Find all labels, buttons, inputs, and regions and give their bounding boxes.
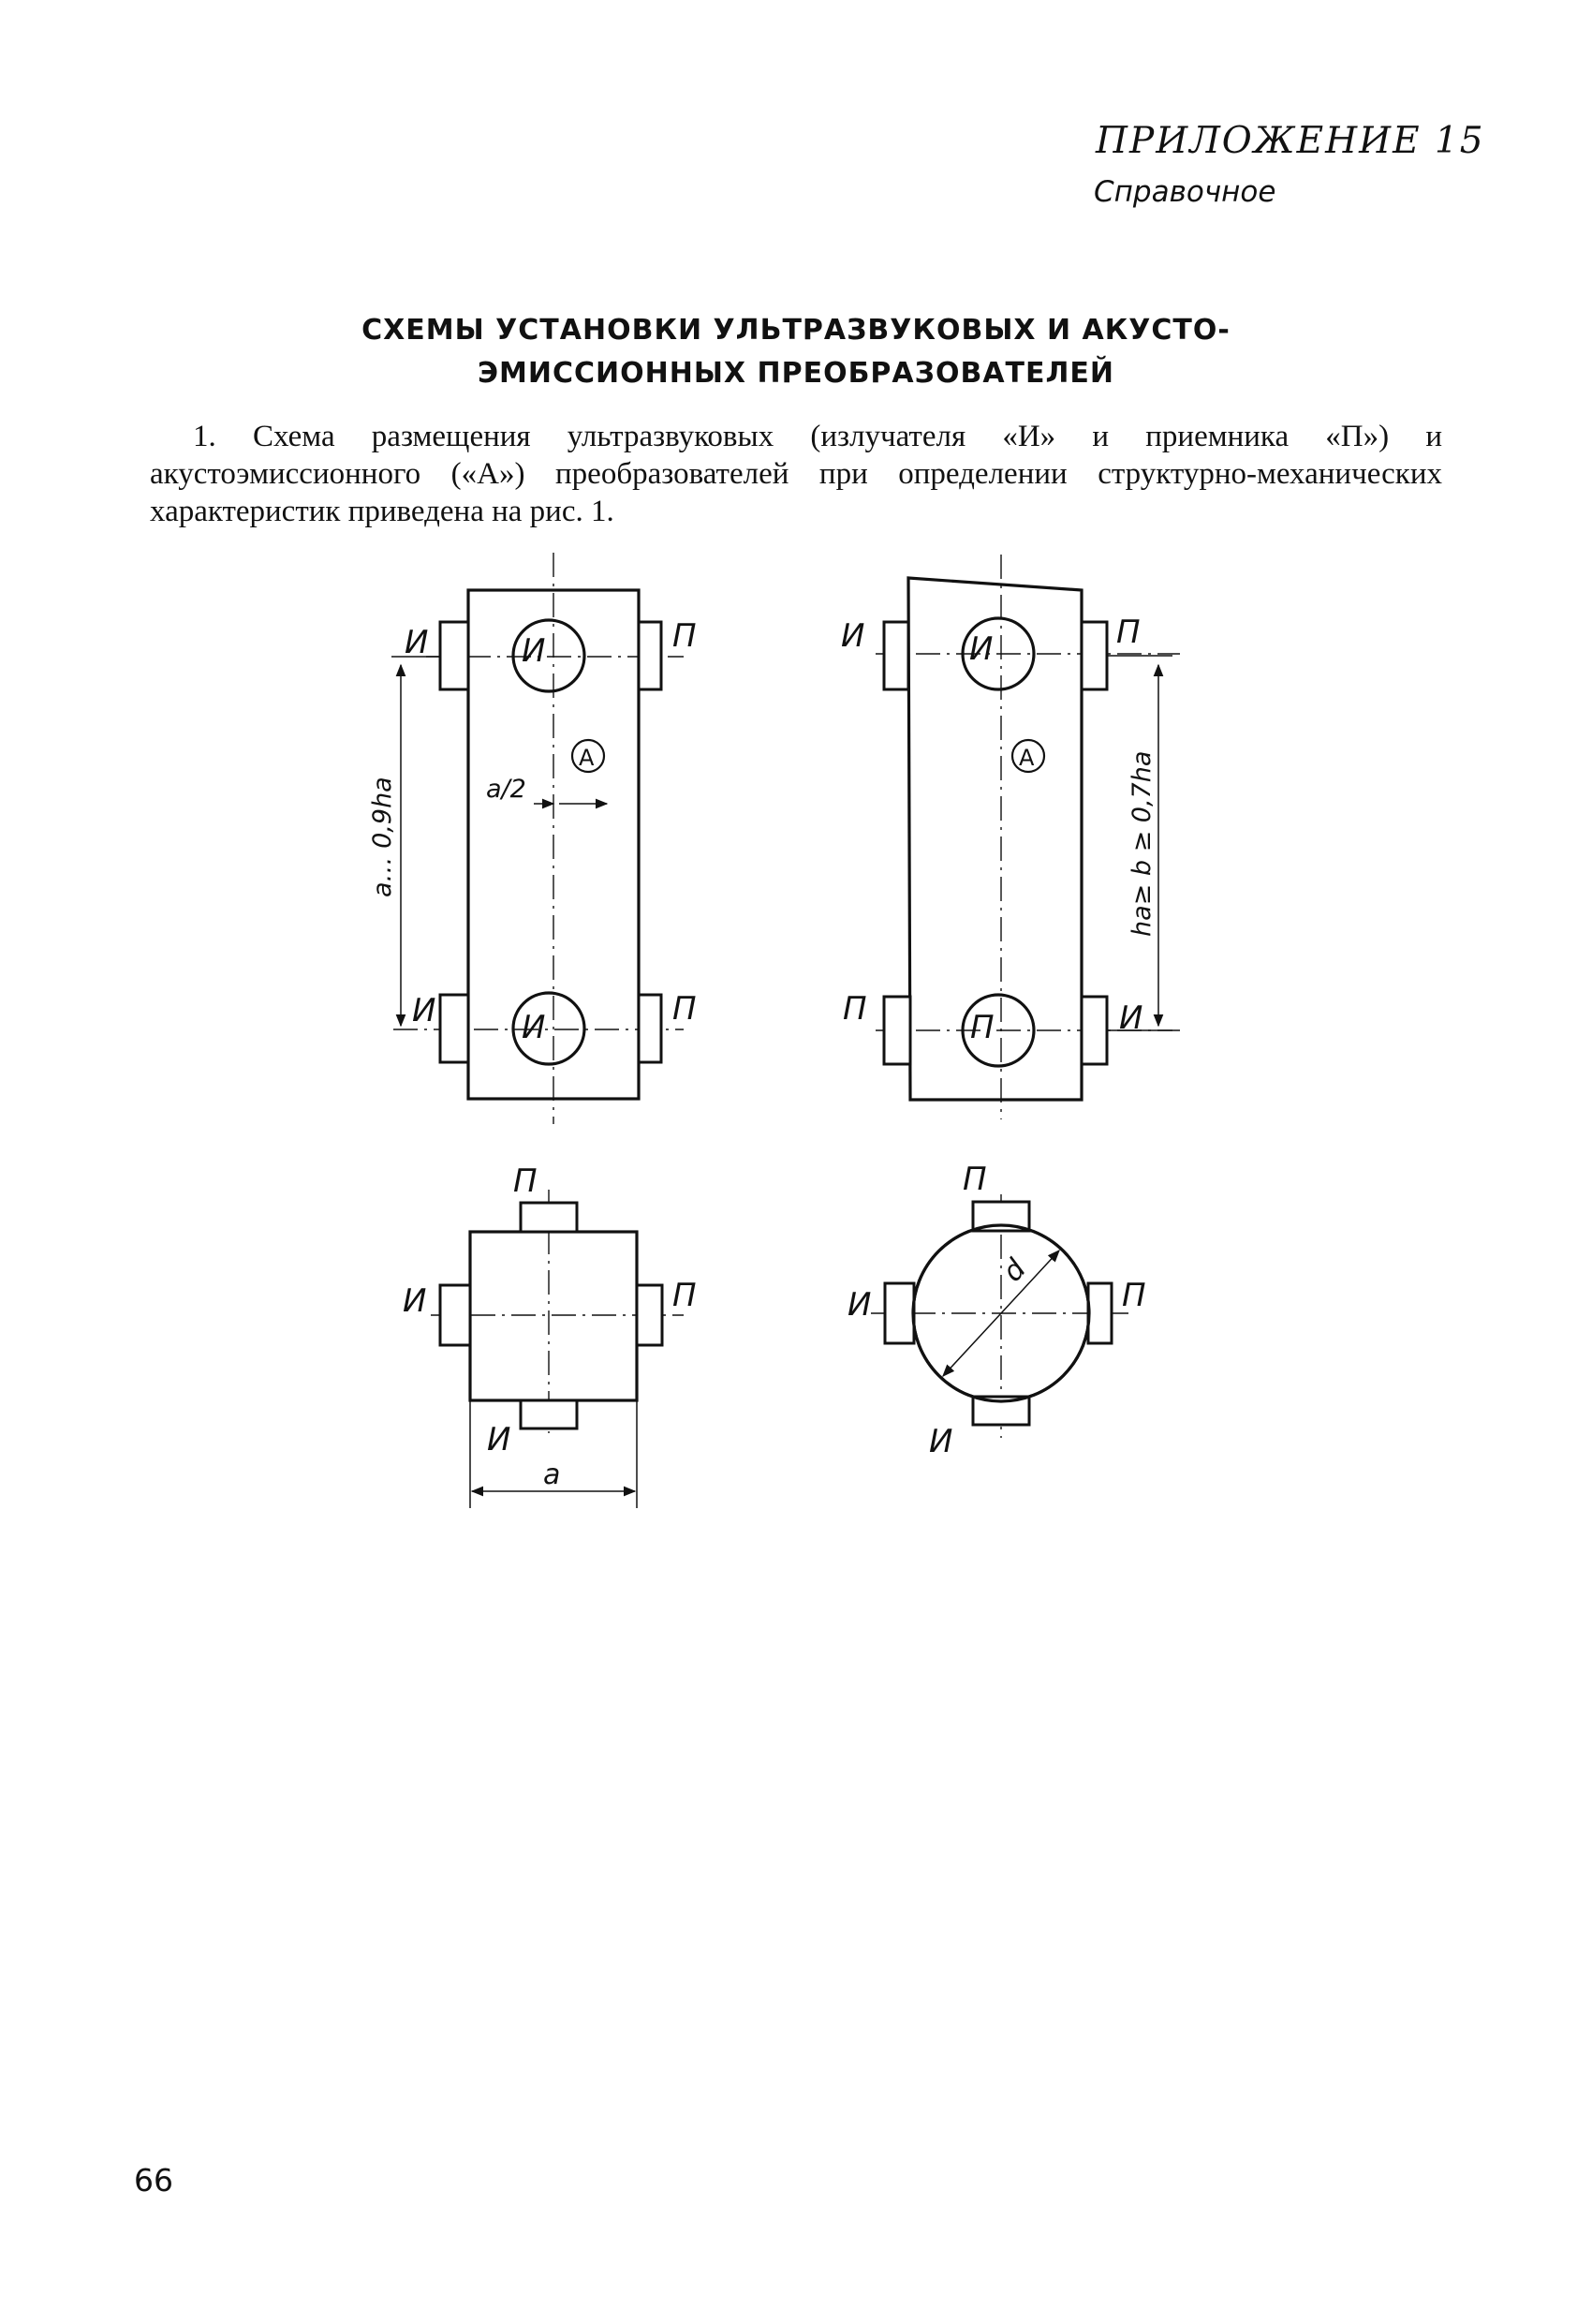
receiver-top-square [521, 1203, 577, 1232]
receiver-bottom-right [884, 997, 910, 1064]
label-receiver-right-square: П [672, 1277, 697, 1314]
label-receiver-top-round: П [963, 1161, 987, 1198]
receiver-top-right [1082, 622, 1107, 689]
dim-label-a: a [543, 1458, 561, 1491]
label-specimen-bottom-left: И [522, 1009, 546, 1046]
beam-body-right [908, 578, 1082, 1100]
label-emitter-top-left: И [405, 624, 429, 661]
label-receiver-bottom-right: П [843, 990, 867, 1028]
appendix-title: ПРИЛОЖЕНИЕ 15 [1096, 120, 1485, 162]
dim-label-half-a: a/2 [486, 775, 526, 804]
dim-label-d: d [995, 1252, 1033, 1289]
emitter-left-square [440, 1285, 470, 1345]
receiver-top-left [639, 622, 661, 689]
label-receiver-bottom-left: П [672, 990, 697, 1028]
emitter-top-right [884, 622, 908, 689]
label-receiver-top-right: П [1116, 614, 1141, 651]
label-specimen-bottom-right: П [970, 1009, 995, 1046]
scheme-square-section [403, 1162, 697, 1508]
square-section-body [470, 1232, 637, 1400]
emitter-top-left [440, 622, 468, 689]
label-emitter-bottom-right: И [1119, 999, 1143, 1037]
label-acoustic-right: А [1019, 745, 1035, 771]
label-emitter-top-right: И [841, 617, 865, 655]
label-emitter-bottom-square: И [487, 1421, 511, 1458]
label-specimen-top-right: И [969, 630, 994, 668]
page-number: 66 [134, 2162, 173, 2198]
scheme-round-section [848, 1161, 1146, 1460]
label-receiver-right-round: П [1122, 1277, 1146, 1314]
label-emitter-left-round: И [848, 1286, 872, 1324]
label-emitter-left-square: И [403, 1282, 427, 1320]
emitter-bottom-square [521, 1400, 577, 1428]
label-receiver-top-square: П [513, 1162, 538, 1200]
label-receiver-top-left: П [672, 617, 697, 655]
label-emitter-bottom-round: И [929, 1423, 953, 1460]
appendix-subtitle: Справочное [1094, 175, 1276, 209]
emitter-bottom-right [1082, 997, 1107, 1064]
receiver-right-square [637, 1285, 662, 1345]
label-specimen-top-left: И [522, 632, 546, 670]
body-paragraph-text: 1. Схема размещения ультразвуковых (излучателя «И» и приемника «П») и акустоэмиссионного («А») преобразователей при определении структурно-механических характеристик приведена на рис. 1. [150, 420, 1442, 528]
receiver-right-round [1088, 1283, 1112, 1343]
section-title-line-2: ЭМИССИОННЫХ ПРЕОБРАЗОВАТЕЛЕЙ [477, 357, 1115, 390]
label-emitter-bottom-left: И [412, 992, 436, 1029]
label-acoustic-left: А [579, 745, 595, 771]
emitter-bottom-left [440, 995, 468, 1062]
scheme-right-beam [841, 555, 1180, 1119]
dim-label-a-range: a… 0,9hа [368, 777, 397, 897]
receiver-bottom-left [639, 995, 661, 1062]
emitter-left-round [885, 1283, 914, 1343]
scheme-left-beam [368, 553, 697, 1124]
dim-label-h-range: hа≥ b ≥ 0,7hа [1128, 750, 1157, 937]
section-title-line-1: СХЕМЫ УСТАНОВКИ УЛЬТРАЗВУКОВЫХ И АКУСТО- [361, 314, 1231, 347]
